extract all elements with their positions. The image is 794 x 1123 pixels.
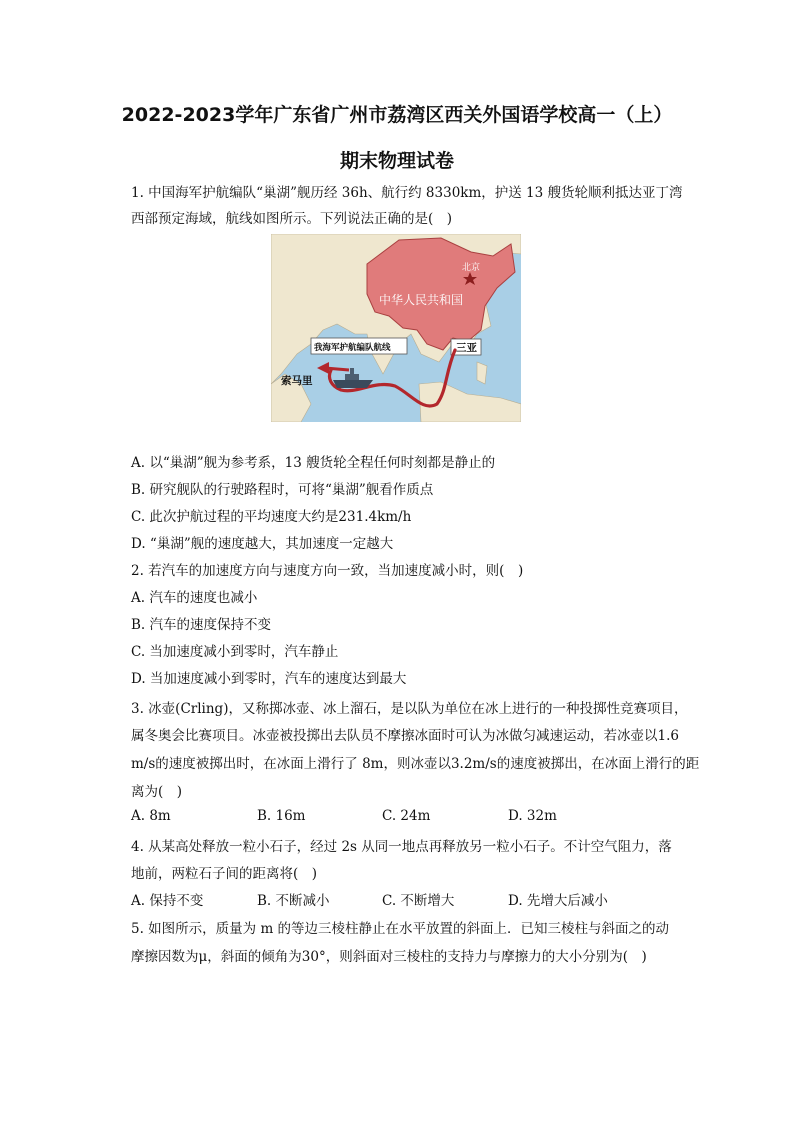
exam-title-line1: 2022-2023学年广东省广州市荔湾区西关外国语学校高一（上）	[121, 104, 673, 126]
philippines-landmass	[477, 362, 487, 384]
q2-stem: 2. 若汽车的加速度方向与速度方向一致，当加速度减小时，则( )	[131, 563, 524, 579]
q3-option-a: A. 8m	[131, 808, 171, 824]
q3-option-b: B. 16m	[257, 808, 306, 824]
route-label: 我海军护航编队航线	[314, 343, 391, 353]
q2-option-b: B. 汽车的速度保持不变	[131, 617, 272, 633]
capital-label: 北京	[462, 263, 481, 273]
q2-option-c: C. 当加速度减小到零时，汽车静止	[131, 644, 339, 660]
q4-option-b: B. 不断减小	[257, 893, 330, 909]
q5-stem-line2: 摩擦因数为μ，斜面的倾角为30°，则斜面对三棱柱的支持力与摩擦力的大小分别为( )	[131, 949, 647, 965]
q3-stem-line3: m/s的速度被掷出时，在冰面上滑行了 8m，则冰壶以3.2m/s的速度被掷出，在冰面上滑行的距	[131, 756, 700, 772]
exam-title-line2: 期末物理试卷	[339, 150, 454, 172]
country-label: 中华人民共和国	[379, 293, 464, 307]
q2-option-d: D. 当加速度减小到零时，汽车的速度达到最大	[131, 671, 407, 687]
dest-label: 索马里	[281, 375, 313, 387]
q3-option-c: C. 24m	[382, 808, 431, 824]
q1-stem-line1: 1. 中国海军护航编队“巢湖”舰历经 36h、航行约 8330km，护送 13 艘货轮顺利抵达亚丁湾	[131, 185, 683, 201]
q3-stem-line4: 离为( )	[131, 784, 183, 800]
q1-stem-line2: 西部预定海域，航线如图所示。下列说法正确的是( )	[131, 211, 453, 227]
q1-option-b: B. 研究舰队的行驶路程时，可将“巢湖”舰看作质点	[131, 482, 434, 498]
q5-stem-line1: 5. 如图所示，质量为 m 的等边三棱柱静止在水平放置的斜面上．已知三棱柱与斜面之的动	[131, 921, 670, 937]
q4-stem-line2: 地前，两粒石子间的距离将( )	[131, 866, 318, 882]
q1-option-a: A. 以“巢湖”舰为参考系，13 艘货轮全程任何时刻都是静止的	[131, 455, 496, 471]
q3-stem-line2: 属冬奥会比赛项目。冰壶被投掷出去队员不摩擦冰面时可认为冰做匀减速运动，若冰壶以1.6	[131, 728, 679, 744]
q4-stem-line1: 4. 从某高处释放一粒小石子，经过 2s 从同一地点再释放另一粒小石子。不计空气阻力，落	[131, 839, 672, 855]
q1-option-d: D. “巢湖”舰的速度越大，其加速度一定越大	[131, 536, 394, 552]
route-map	[271, 234, 521, 422]
q4-option-c: C. 不断增大	[382, 893, 455, 909]
q4-option-a: A. 保持不变	[131, 893, 204, 909]
q4-option-d: D. 先增大后减小	[508, 893, 608, 909]
port-label: 三亚	[456, 342, 477, 354]
q3-stem-line1: 3. 冰壶(Crling)，又称掷冰壶、冰上溜石，是以队为单位在冰上进行的一种投掷性竞赛项目，	[131, 701, 688, 717]
q1-option-c: C. 此次护航过程的平均速度大约是231.4km/h	[131, 509, 412, 525]
q2-option-a: A. 汽车的速度也减小	[131, 590, 258, 606]
q3-option-d: D. 32m	[508, 808, 557, 824]
